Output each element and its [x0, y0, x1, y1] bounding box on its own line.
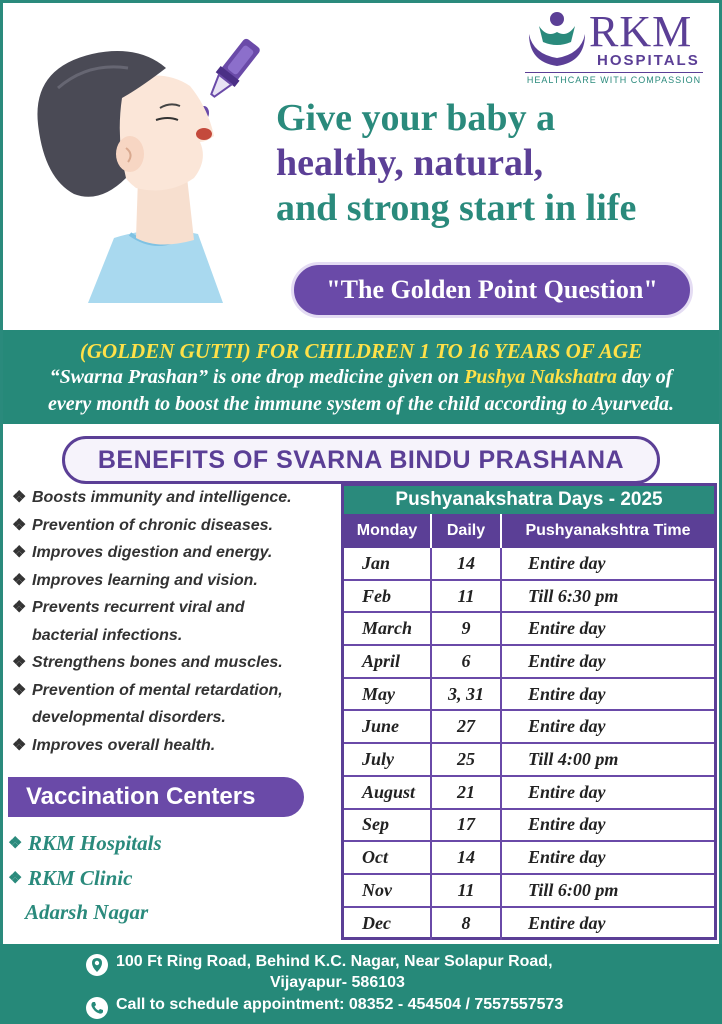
benefit-item: ❖ Prevention of chronic diseases. [12, 512, 342, 540]
benefit-item: ❖ Boosts immunity and intelligence. [12, 484, 342, 512]
address-line-2: Vijayapur- 586103 [270, 974, 405, 991]
diamond-bullet-icon: ❖ [12, 654, 27, 671]
table-row: June 27 Entire day [344, 711, 714, 744]
diamond-bullet-icon: ❖ [12, 736, 27, 754]
intro-text-a: “Swarna Prashan” is one drop medicine given on [49, 366, 465, 388]
table-row: July 25 Till 4:00 pm [344, 744, 714, 777]
table-row: March 9 Entire day [344, 613, 714, 646]
diamond-bullet-icon: ❖ [12, 489, 27, 506]
rkm-logo [525, 8, 705, 88]
table-header-row [344, 514, 714, 548]
table-row: August 21 Entire day [344, 777, 714, 810]
table-row: Jan 14 Entire day [344, 548, 714, 581]
diamond-bullet-icon: ❖ [12, 571, 27, 589]
vaccination-centers-list [8, 826, 162, 928]
column-header-date: Daily [432, 514, 502, 548]
table-row: April 6 Entire day [344, 646, 714, 679]
benefit-item: ❖ Prevents recurrent viral and [12, 594, 342, 622]
table-row: Nov 11 Till 6:00 pm [344, 875, 714, 908]
brand-name: RKM [589, 7, 693, 56]
phone-icon [86, 997, 108, 1019]
headline-line-3: and strong start in life [276, 187, 637, 229]
brand-sub: HOSPITALS [597, 52, 700, 69]
diamond-bullet-icon: ❖ [8, 835, 23, 852]
table-row: Feb 11 Till 6:30 pm [344, 581, 714, 614]
intro-line-2 [3, 364, 719, 391]
headline [276, 96, 716, 231]
benefits-title: BENEFITS OF SVARNA BINDU PRASHANA [62, 436, 660, 484]
table-body [344, 548, 714, 940]
headline-line-2: healthy, natural, [276, 142, 544, 184]
table-row: May 3, 31 Entire day [344, 679, 714, 712]
golden-point-question-button[interactable]: "The Golden Point Question" [291, 262, 693, 318]
column-header-month: Monday [344, 514, 432, 548]
table-row: Dec 8 Entire day [344, 908, 714, 941]
location-pin-icon [86, 954, 108, 976]
benefits-list [12, 484, 342, 759]
benefit-item-continued: bacterial infections. [32, 626, 183, 644]
table-title: Pushyanakshatra Days - 2025 [344, 486, 714, 514]
intro-text-b: day of [616, 366, 673, 388]
diamond-bullet-icon: ❖ [12, 516, 27, 534]
center-item: ❖ RKM Clinic [8, 861, 162, 896]
address-line-1: 100 Ft Ring Road, Behind K.C. Nagar, Near Solapur Road, [116, 953, 553, 970]
benefit-item: ❖ Improves learning and vision. [12, 567, 342, 595]
contact-footer [0, 944, 722, 1024]
center-item: ❖ RKM Hospitals [8, 826, 162, 861]
column-header-time: Pushyanakshtra Time [525, 522, 691, 539]
age-range-heading: (GOLDEN GUTTI) FOR CHILDREN 1 TO 16 YEARS OF AGE [79, 339, 643, 363]
headline-line-1: Give your baby a [276, 97, 556, 139]
swarna-prashan-intro-band [3, 330, 719, 424]
benefit-item: ❖ Improves digestion and energy. [12, 539, 342, 567]
benefit-item: ❖ Improves overall health. [12, 732, 342, 760]
diamond-bullet-icon: ❖ [8, 870, 23, 887]
table-row: Sep 17 Entire day [344, 810, 714, 843]
diamond-bullet-icon: ❖ [12, 599, 27, 616]
pushyanakshatra-schedule-table [341, 483, 717, 940]
diamond-bullet-icon: ❖ [12, 681, 27, 699]
caring-hands-icon [525, 8, 589, 72]
pushya-nakshatra-highlight: Pushya Nakshatra [464, 366, 617, 388]
intro-line-3: every month to boost the immune system of the child according to Ayurveda. [47, 393, 675, 415]
brand-tagline: HEALTHCARE WITH COMPASSION [525, 72, 703, 85]
child-receiving-drop-illustration [18, 28, 268, 303]
table-row: Oct 14 Entire day [344, 842, 714, 875]
benefit-item: ❖ Prevention of mental retardation, [12, 677, 342, 705]
call-to-schedule[interactable]: Call to schedule appointment: 08352 - 454504 / 7557557573 [116, 996, 564, 1013]
vaccination-centers-title: Vaccination Centers [8, 777, 304, 817]
benefit-item-continued: developmental disorders. [32, 709, 226, 726]
center-item-location: Adarsh Nagar [25, 900, 149, 924]
diamond-bullet-icon: ❖ [12, 544, 27, 561]
benefit-item: ❖ Strengthens bones and muscles. [12, 649, 342, 677]
